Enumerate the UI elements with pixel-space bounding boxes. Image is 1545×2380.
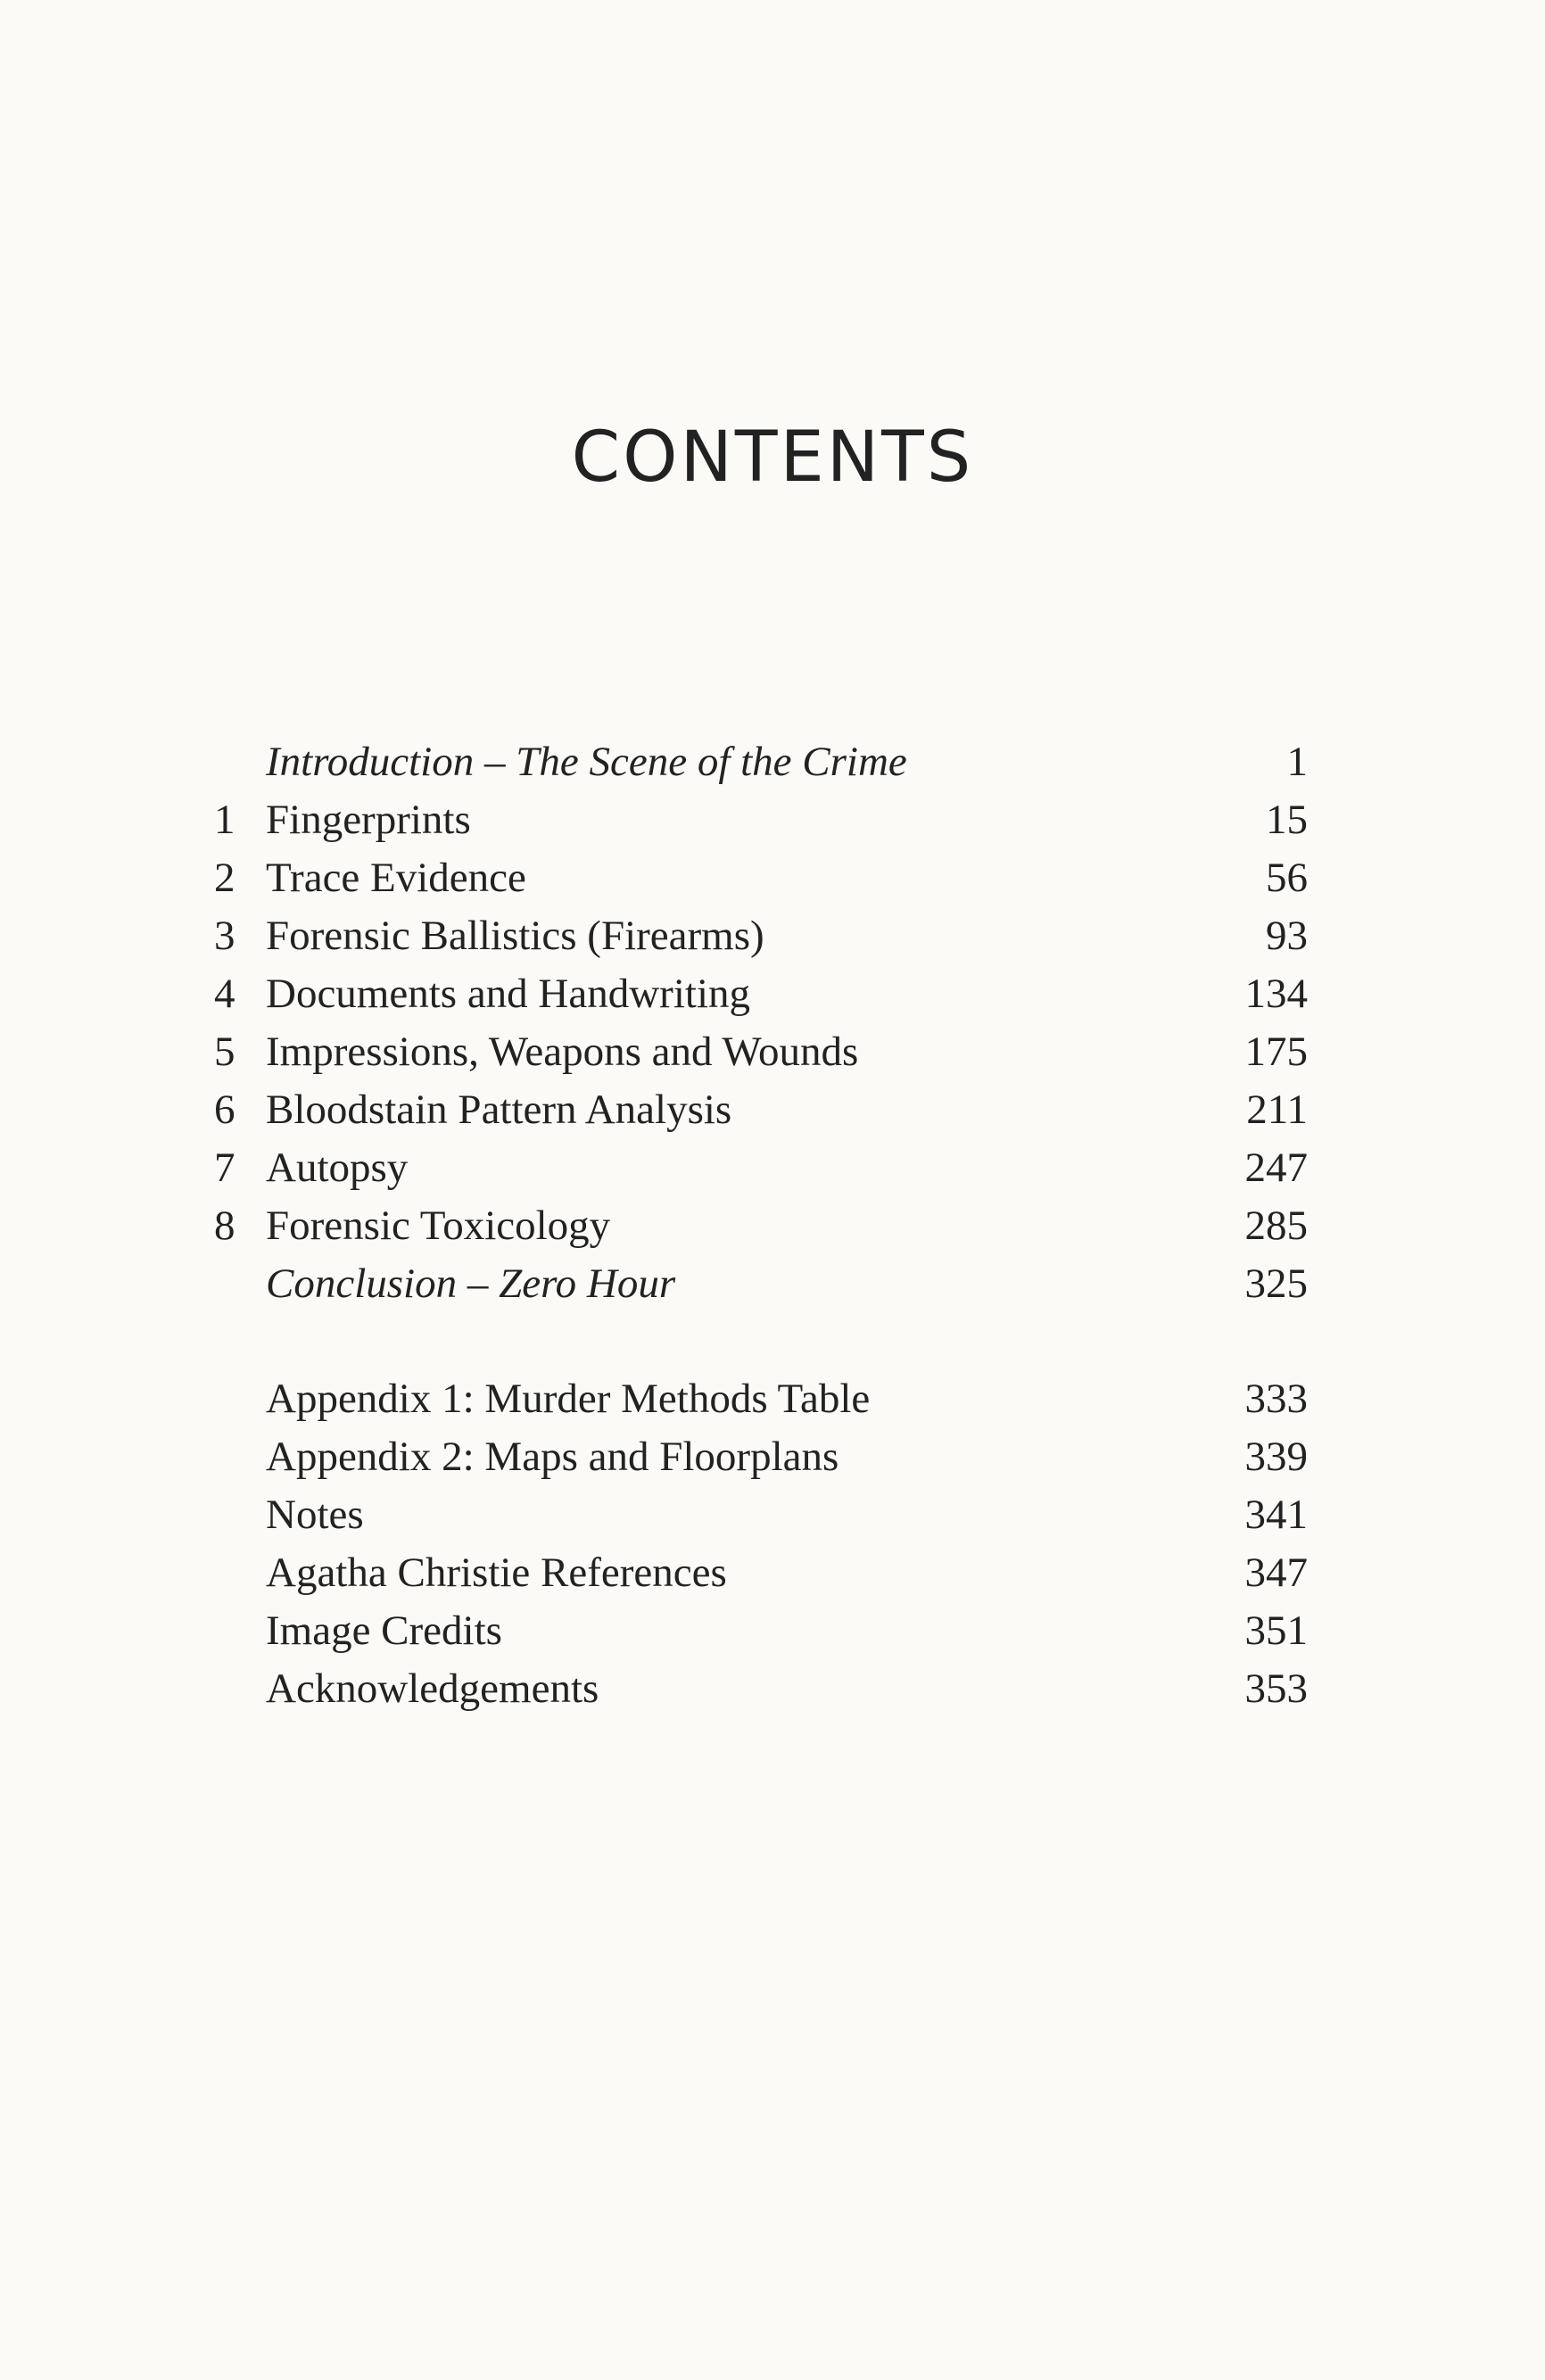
back-matter-title: Agatha Christie References	[266, 1549, 727, 1596]
toc-entry-chapter-4	[0, 965, 1545, 1023]
chapter-title: Documents and Handwriting	[266, 971, 751, 1017]
toc-entry-chapter-1	[0, 791, 1545, 849]
chapter-title: Forensic Ballistics (Firearms)	[266, 913, 764, 959]
chapter-title: Fingerprints	[266, 797, 471, 843]
toc-entry-notes	[0, 1486, 1545, 1544]
chapter-number: 4	[214, 971, 235, 1017]
chapter-title: Autopsy	[266, 1145, 409, 1191]
toc-entry-chapter-5	[0, 1023, 1545, 1081]
chapter-title: Introduction – The Scene of the Crime	[266, 739, 907, 785]
page-number: 247	[1244, 1145, 1308, 1191]
page-title: CONTENTS	[571, 417, 974, 498]
page-number: 1	[1286, 739, 1308, 785]
back-matter-title: Acknowledgements	[266, 1665, 599, 1712]
page-number: 285	[1244, 1202, 1308, 1249]
toc-entry-appendix-2	[0, 1428, 1545, 1486]
toc-entry-image-credits	[0, 1602, 1545, 1660]
page-number: 353	[1244, 1665, 1308, 1712]
page-number: 341	[1244, 1492, 1308, 1538]
chapter-number: 6	[214, 1087, 235, 1133]
page-number: 93	[1266, 913, 1308, 959]
toc-entry-introduction	[0, 733, 1545, 791]
toc-entry-chapter-7	[0, 1139, 1545, 1197]
toc-entry-references	[0, 1544, 1545, 1602]
chapter-number: 7	[214, 1145, 235, 1191]
page-number: 347	[1244, 1549, 1308, 1596]
back-matter-title: Appendix 1: Murder Methods Table	[266, 1376, 871, 1422]
chapter-number: 8	[214, 1202, 235, 1249]
toc-entry-chapter-8	[0, 1197, 1545, 1255]
page-number: 351	[1244, 1607, 1308, 1654]
chapter-title: Bloodstain Pattern Analysis	[266, 1087, 732, 1133]
toc-entry-chapter-3	[0, 907, 1545, 965]
page-number: 325	[1244, 1260, 1308, 1307]
table-of-contents	[0, 733, 1545, 1718]
toc-entry-appendix-1	[0, 1370, 1545, 1428]
chapter-title: Forensic Toxicology	[266, 1202, 611, 1249]
page-number: 175	[1244, 1029, 1308, 1075]
toc-entry-conclusion	[0, 1255, 1545, 1313]
toc-entry-acknowledgements	[0, 1660, 1545, 1718]
page-number: 211	[1246, 1087, 1308, 1133]
chapter-number: 5	[214, 1029, 235, 1075]
chapter-title: Conclusion – Zero Hour	[266, 1260, 676, 1307]
toc-entry-chapter-6	[0, 1081, 1545, 1139]
chapter-number: 2	[214, 855, 235, 901]
back-matter-title: Appendix 2: Maps and Floorplans	[266, 1434, 839, 1480]
section-gap	[0, 1313, 1545, 1370]
page-number: 339	[1244, 1434, 1308, 1480]
page-number: 333	[1244, 1376, 1308, 1422]
page-number: 56	[1266, 855, 1308, 901]
chapter-number: 1	[214, 797, 235, 843]
page-number: 15	[1266, 797, 1308, 843]
toc-entry-chapter-2	[0, 849, 1545, 907]
back-matter-title: Notes	[266, 1492, 364, 1538]
chapter-title: Trace Evidence	[266, 855, 526, 901]
chapter-title: Impressions, Weapons and Wounds	[266, 1029, 859, 1075]
back-matter-title: Image Credits	[266, 1607, 502, 1654]
page-number: 134	[1244, 971, 1308, 1017]
chapter-number: 3	[214, 913, 235, 959]
